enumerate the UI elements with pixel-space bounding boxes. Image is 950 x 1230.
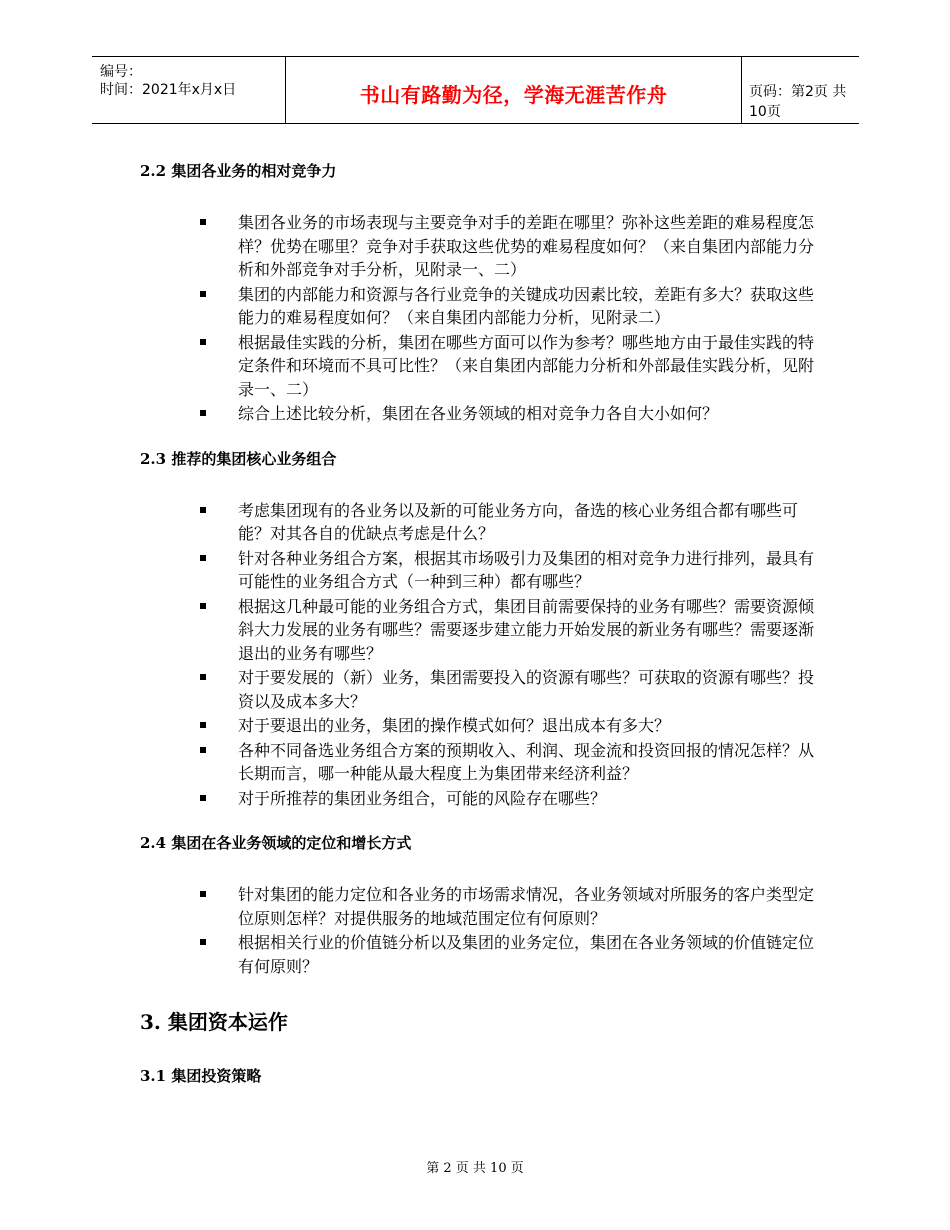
section-heading: 2.4 集团在各业务领域的定位和增长方式 xyxy=(140,834,412,852)
list-item xyxy=(140,787,820,811)
document-body xyxy=(140,160,820,1086)
page-info: 页码：第2页 共10页 xyxy=(749,84,847,120)
section-heading: 2.3 推荐的集团核心业务组合 xyxy=(140,449,337,468)
list-item xyxy=(140,402,820,426)
list-item-text: 考虑集团现有的各业务以及新的可能业务方向，备选的核心业务组合都有哪些可能？对其各自的优缺点考虑是什么？ xyxy=(238,500,799,543)
bullet-icon xyxy=(200,507,206,513)
time-label: 时间：2021年x月x日 xyxy=(100,82,237,98)
list-item xyxy=(140,595,820,666)
list-item-text: 集团各业务的市场表现与主要竞争对手的差距在哪里？弥补这些差距的难易程度怎样？优势在哪里？竞争对手获取这些优势的难易程度如何？（来自集团内部能力分析和外部竞争对手分析，见附录一、二） xyxy=(238,213,815,279)
bullet-icon xyxy=(200,219,206,225)
header-motto-cell xyxy=(285,57,742,123)
bullet-icon xyxy=(200,291,206,297)
bullet-icon xyxy=(200,795,206,801)
number-label: 编号： xyxy=(100,64,142,80)
section-2-4 xyxy=(140,832,820,978)
list-item-text: 针对集团的能力定位和各业务的市场需求情况，各业务领域对所服务的客户类型定位原则怎样？对提供服务的地域范围定位有何原则？ xyxy=(238,885,815,928)
bullet-icon xyxy=(200,410,206,416)
list-item xyxy=(140,547,820,594)
list-item xyxy=(140,211,820,282)
list-item xyxy=(140,666,820,713)
list-item-text: 针对各种业务组合方案，根据其市场吸引力及集团的相对竞争力进行排列，最具有可能性的业务组合方式（一种到三种）都有哪些？ xyxy=(238,548,815,591)
page-footer: 第 2 页 共 10 页 xyxy=(426,1161,524,1176)
bullet-icon xyxy=(200,674,206,680)
motto: 书山有路勤为径，学海无涯苦作舟 xyxy=(359,83,668,107)
list-item xyxy=(140,283,820,330)
chapter-heading: 3. 集团资本运作 xyxy=(140,1010,288,1034)
list-item xyxy=(140,714,820,738)
bullet-icon xyxy=(200,722,206,728)
page-header xyxy=(92,56,859,124)
list-item-text: 对于所推荐的集团业务组合，可能的风险存在哪些？ xyxy=(238,788,607,808)
section-2-3 xyxy=(140,448,820,811)
list-item-text: 对于要发展的（新）业务，集团需要投入的资源有哪些？可获取的资源有哪些？投资以及成本多大？ xyxy=(238,668,815,711)
bullet-icon xyxy=(200,939,206,945)
list-item-text: 根据最佳实践的分析，集团在哪些方面可以作为参考？哪些地方由于最佳实践的特定条件和环境而不具可比性？（来自集团内部能力分析和外部最佳实践分析，见附录一、二） xyxy=(238,332,815,399)
section-2-2 xyxy=(140,160,820,426)
bullet-icon xyxy=(200,603,206,609)
section-heading: 2.2 集团各业务的相对竞争力 xyxy=(140,162,337,180)
list-item xyxy=(140,499,820,546)
list-item xyxy=(140,739,820,786)
list-item-text: 根据相关行业的价值链分析以及集团的业务定位，集团在各业务领域的价值链定位有何原则？ xyxy=(238,933,815,976)
list-item-text: 对于要退出的业务，集团的操作模式如何？退出成本有多大？ xyxy=(238,716,671,735)
header-meta-cell xyxy=(92,57,285,123)
header-page-cell xyxy=(741,57,859,123)
bullet-icon xyxy=(200,555,206,561)
bullet-icon xyxy=(200,891,206,897)
bullet-list xyxy=(140,211,820,426)
bullet-list xyxy=(140,883,820,978)
list-item-text: 综合上述比较分析，集团在各业务领域的相对竞争力各自大小如何？ xyxy=(238,404,719,423)
list-item xyxy=(140,331,820,402)
list-item-text: 各种不同备选业务组合方案的预期收入、利润、现金流和投资回报的情况怎样？从长期而言，哪一种能从最大程度上为集团带来经济利益？ xyxy=(238,740,815,783)
list-item xyxy=(140,883,820,930)
list-item-text: 根据这几种最可能的业务组合方式，集团目前需要保持的业务有哪些？需要资源倾斜大力发展的业务有哪些？需要逐步建立能力开始发展的新业务有哪些？需要逐渐退出的业务有哪些？ xyxy=(238,596,815,663)
section-heading: 3.1 集团投资策略 xyxy=(140,1067,262,1085)
bullet-list xyxy=(140,499,820,811)
list-item-text: 集团的内部能力和资源与各行业竞争的关键成功因素比较，差距有多大？获取这些能力的难易程度如何？（来自集团内部能力分析，见附录二） xyxy=(238,284,815,327)
bullet-icon xyxy=(200,339,206,345)
list-item xyxy=(140,931,820,978)
bullet-icon xyxy=(200,747,206,753)
